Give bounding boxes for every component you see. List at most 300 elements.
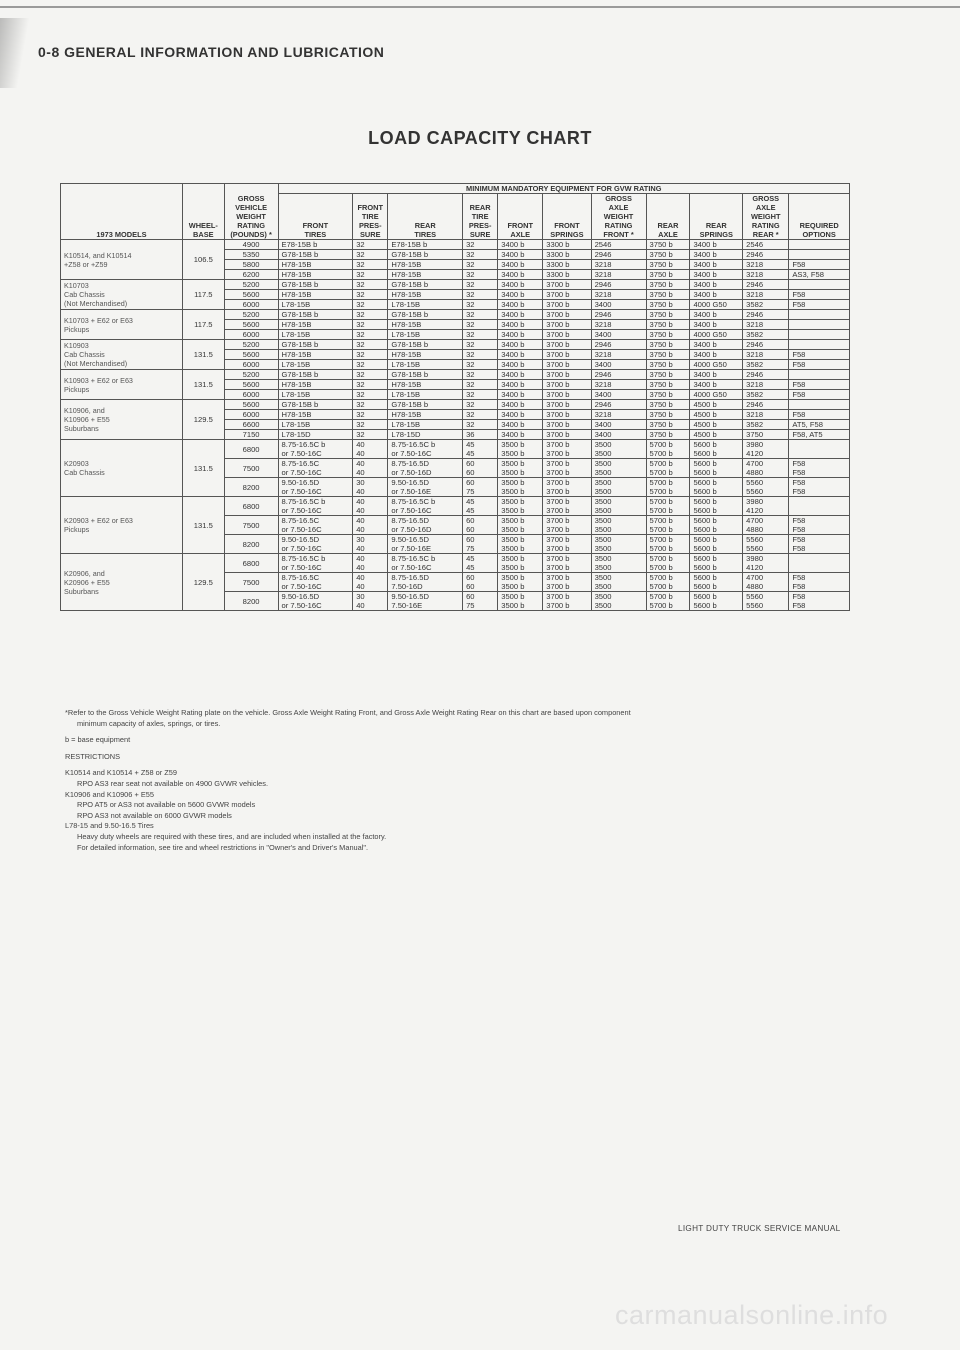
- rear-tire-pressure-value: 32: [466, 240, 475, 249]
- cell-front-tires: [278, 410, 353, 420]
- cell-gawr-rear: [743, 400, 789, 410]
- cell-gawr-rear: [743, 440, 789, 459]
- rear-tires-value: G78-15B b: [391, 340, 429, 349]
- front-axle-value: 3400 b: [501, 430, 525, 439]
- cell-rear-tires: [388, 300, 463, 310]
- rear-tire-pressure-value: 60: [466, 535, 475, 544]
- gawr-front-value: 3500: [594, 516, 612, 525]
- front-springs-value: 3700 b: [546, 300, 570, 309]
- top-rule: [0, 6, 960, 8]
- rear-springs-value: 5600 b: [693, 440, 717, 449]
- cell-front-tires: [278, 430, 353, 440]
- cell-front-tire-pressure: [353, 350, 388, 360]
- cell-wheelbase: 129.5: [182, 400, 224, 440]
- group-header-minimum-equipment: MINIMUM MANDATORY EQUIPMENT FOR GVW RATING: [278, 184, 850, 194]
- front-axle-value: 3400 b: [501, 380, 525, 389]
- cell-rear-springs: [690, 280, 743, 290]
- cell-rear-tires: [388, 350, 463, 360]
- front-tire-pressure-value: 32: [356, 330, 365, 339]
- gawr-front-value: 3500: [594, 592, 612, 601]
- rear-springs-value: 3400 b: [693, 350, 717, 359]
- cell-front-springs: [543, 478, 591, 497]
- rear-tire-pressure-value: 36: [466, 430, 475, 439]
- rear-springs-value: 4500 b: [693, 410, 717, 419]
- cell-required-options: [789, 535, 850, 554]
- cell-rear-springs: [690, 554, 743, 573]
- model-name-line: Cab Chassis: [64, 468, 105, 477]
- cell-required-options: [789, 250, 850, 260]
- gawr-front-value: 3500: [594, 487, 612, 496]
- cell-rear-axle: [646, 270, 690, 280]
- required-options-value: F58: [792, 478, 806, 487]
- gawr-front-value: 3500: [594, 506, 612, 515]
- cell-front-axle: [498, 360, 543, 370]
- cell-front-tire-pressure: [353, 535, 388, 554]
- cell-required-options: [789, 478, 850, 497]
- rear-springs-value: 4500 b: [693, 420, 717, 429]
- cell-rear-tires: [388, 360, 463, 370]
- cell-front-axle: [498, 535, 543, 554]
- cell-front-axle: [498, 330, 543, 340]
- col-wheelbase: WHEEL- BASE: [182, 184, 224, 240]
- cell-rear-tire-pressure: [463, 360, 498, 370]
- front-tires-value: or 7.50-16C: [281, 525, 322, 534]
- front-axle-value: 3400 b: [501, 260, 525, 269]
- cell-front-axle: [498, 410, 543, 420]
- gawr-rear-value: 2946: [746, 310, 764, 319]
- cell-rear-tires: [388, 459, 463, 478]
- rear-axle-value: 5700 b: [649, 497, 673, 506]
- rear-tire-pressure-value: 60: [466, 468, 475, 477]
- cell-gawr-front: [591, 340, 646, 350]
- rear-axle-value: 3750 b: [649, 240, 673, 249]
- col-rear-axle: REAR AXLE: [646, 194, 690, 240]
- cell-rear-tire-pressure: [463, 310, 498, 320]
- cell-rear-tires: [388, 270, 463, 280]
- cell-model: [61, 240, 183, 280]
- cell-required-options: [789, 300, 850, 310]
- rear-tires-value: H78-15B: [391, 290, 422, 299]
- cell-gawr-rear: [743, 430, 789, 440]
- rear-tires-value: G78-15B b: [391, 310, 429, 319]
- cell-front-springs: [543, 420, 591, 430]
- rear-axle-value: 5700 b: [649, 440, 673, 449]
- cell-rear-tire-pressure: [463, 250, 498, 260]
- rear-tire-pressure-value: 32: [466, 390, 475, 399]
- cell-front-tires: [278, 370, 353, 380]
- model-name-line: K10903 + E62 or E63: [64, 375, 133, 385]
- front-axle-value: 3500 b: [501, 468, 525, 477]
- rear-axle-value: 3750 b: [649, 270, 673, 279]
- cell-gvw-rating: 8200: [224, 535, 278, 554]
- cell-front-axle: [498, 370, 543, 380]
- gawr-front-value: 3218: [594, 270, 612, 279]
- rear-tires-value: L78-15B: [391, 330, 421, 339]
- cell-gawr-rear: [743, 390, 789, 400]
- rear-tire-pressure-value: 32: [466, 360, 475, 369]
- rear-tires-value: G78-15B b: [391, 250, 429, 259]
- cell-rear-tires: [388, 280, 463, 290]
- footnote-line: L78-15 and 9.50-16.5 Tires: [65, 821, 154, 831]
- cell-rear-tires: [388, 370, 463, 380]
- cell-gawr-front: [591, 300, 646, 310]
- cell-wheelbase: 117.5: [182, 310, 224, 340]
- cell-front-springs: [543, 270, 591, 280]
- cell-rear-axle: [646, 330, 690, 340]
- front-tires-value: or 7.50-16C: [281, 601, 322, 610]
- front-springs-value: 3700 b: [546, 516, 570, 525]
- front-axle-value: 3400 b: [501, 340, 525, 349]
- cell-rear-axle: [646, 390, 690, 400]
- cell-gawr-front: [591, 420, 646, 430]
- rear-axle-value: 3750 b: [649, 250, 673, 259]
- rear-tires-value: 8.75-16.5D: [391, 459, 429, 468]
- cell-front-tires: [278, 260, 353, 270]
- rear-tire-pressure-value: 75: [466, 601, 475, 610]
- cell-required-options: [789, 260, 850, 270]
- cell-front-tires: [278, 420, 353, 430]
- front-axle-value: 3400 b: [501, 390, 525, 399]
- cell-rear-tire-pressure: [463, 290, 498, 300]
- chart-footnotes: [65, 708, 865, 853]
- rear-springs-value: 5600 b: [693, 544, 717, 553]
- cell-rear-axle: [646, 380, 690, 390]
- rear-tire-pressure-value: 32: [466, 260, 475, 269]
- cell-rear-tire-pressure: [463, 573, 498, 592]
- cell-gawr-rear: [743, 340, 789, 350]
- front-springs-value: 3700 b: [546, 310, 570, 319]
- rear-springs-value: 5600 b: [693, 601, 717, 610]
- cell-gvw-rating: 8200: [224, 478, 278, 497]
- front-tires-value: G78-15B b: [281, 280, 319, 289]
- rear-axle-value: 5700 b: [649, 449, 673, 458]
- cell-gawr-rear: [743, 535, 789, 554]
- cell-rear-tires: [388, 516, 463, 535]
- gawr-rear-value: 3582: [746, 390, 764, 399]
- rear-tires-value: H78-15B: [391, 320, 422, 329]
- cell-rear-tires: [388, 554, 463, 573]
- cell-rear-tires: [388, 400, 463, 410]
- cell-required-options: [789, 430, 850, 440]
- cell-rear-tire-pressure: [463, 400, 498, 410]
- cell-gvw-rating: 6600: [224, 420, 278, 430]
- front-tires-value: H78-15B: [281, 320, 312, 329]
- cell-front-tires: [278, 497, 353, 516]
- cell-model: [61, 400, 183, 440]
- front-axle-value: 3400 b: [501, 420, 525, 429]
- gawr-rear-value: 2946: [746, 370, 764, 379]
- cell-front-tire-pressure: [353, 240, 388, 250]
- cell-rear-tire-pressure: [463, 240, 498, 250]
- front-tire-pressure-value: 32: [356, 400, 365, 409]
- gawr-rear-value: 3218: [746, 380, 764, 389]
- front-tires-value: L78-15B: [281, 330, 311, 339]
- cell-front-tire-pressure: [353, 270, 388, 280]
- rear-springs-value: 4500 b: [693, 430, 717, 439]
- cell-gvw-rating: 5600: [224, 380, 278, 390]
- front-axle-value: 3500 b: [501, 535, 525, 544]
- front-tire-pressure-value: 40: [356, 601, 365, 610]
- cell-wheelbase: 106.5: [182, 240, 224, 280]
- front-springs-value: 3700 b: [546, 497, 570, 506]
- gawr-rear-value: 5560: [746, 478, 764, 487]
- cell-gvw-rating: 6800: [224, 554, 278, 573]
- cell-front-tires: [278, 240, 353, 250]
- rear-springs-value: 5600 b: [693, 506, 717, 515]
- cell-gawr-front: [591, 516, 646, 535]
- rear-tire-pressure-value: 32: [466, 290, 475, 299]
- cell-rear-springs: [690, 410, 743, 420]
- cell-model: [61, 280, 183, 310]
- model-name-line: (Not Merchandised): [64, 299, 128, 308]
- rear-springs-value: 5600 b: [693, 582, 717, 591]
- cell-front-axle: [498, 280, 543, 290]
- front-axle-value: 3400 b: [501, 310, 525, 319]
- front-tires-value: 8.75-16.5C: [281, 459, 320, 468]
- cell-gvw-rating: 6000: [224, 390, 278, 400]
- rear-tire-pressure-value: 45: [466, 554, 475, 563]
- cell-rear-springs: [690, 340, 743, 350]
- model-name-line: K20906 + E55: [64, 577, 110, 587]
- required-options-value: F58: [792, 487, 806, 496]
- front-tires-value: 8.75-16.5C b: [281, 554, 326, 563]
- cell-rear-tire-pressure: [463, 280, 498, 290]
- cell-front-tire-pressure: [353, 459, 388, 478]
- cell-front-springs: [543, 516, 591, 535]
- cell-gawr-rear: [743, 310, 789, 320]
- cell-gvw-rating: 5600: [224, 400, 278, 410]
- rear-axle-value: 5700 b: [649, 544, 673, 553]
- rear-springs-value: 3400 b: [693, 310, 717, 319]
- front-springs-value: 3700 b: [546, 582, 570, 591]
- front-tire-pressure-value: 40: [356, 525, 365, 534]
- cell-front-tire-pressure: [353, 410, 388, 420]
- cell-rear-tire-pressure: [463, 410, 498, 420]
- rear-tires-value: G78-15B b: [391, 280, 429, 289]
- rear-tires-value: L78-15B: [391, 390, 421, 399]
- cell-front-tires: [278, 310, 353, 320]
- gawr-rear-value: 2946: [746, 340, 764, 349]
- cell-front-springs: [543, 350, 591, 360]
- cell-front-springs: [543, 340, 591, 350]
- front-tire-pressure-value: 30: [356, 535, 365, 544]
- model-name-line: K10703: [64, 281, 89, 290]
- required-options-value: F58: [792, 468, 806, 477]
- gawr-front-value: 2946: [594, 370, 612, 379]
- rear-tire-pressure-value: 32: [466, 330, 475, 339]
- cell-rear-axle: [646, 516, 690, 535]
- rear-tires-value: or 7.50-16E: [391, 544, 432, 553]
- cell-front-tire-pressure: [353, 310, 388, 320]
- front-springs-value: 3300 b: [546, 250, 570, 259]
- gawr-rear-value: 5560: [746, 487, 764, 496]
- front-tire-pressure-value: 32: [356, 380, 365, 389]
- load-capacity-table-container: [60, 183, 850, 611]
- cell-model: [61, 440, 183, 497]
- gawr-front-value: 3500: [594, 525, 612, 534]
- front-tires-value: H78-15B: [281, 260, 312, 269]
- rear-tire-pressure-value: 75: [466, 544, 475, 553]
- rear-springs-value: 5600 b: [693, 516, 717, 525]
- cell-rear-tires: [388, 240, 463, 250]
- cell-front-springs: [543, 280, 591, 290]
- cell-rear-axle: [646, 573, 690, 592]
- gawr-rear-value: 3218: [746, 320, 764, 329]
- rear-springs-value: 3400 b: [693, 320, 717, 329]
- cell-rear-tire-pressure: [463, 516, 498, 535]
- col-gawr-rear: GROSS AXLE WEIGHT RATING REAR *: [743, 194, 789, 240]
- table-row: [61, 440, 850, 459]
- footnote-line: For detailed information, see tire and wheel restrictions in "Owner's and Driver's Manual".: [77, 842, 369, 852]
- rear-tire-pressure-value: 32: [466, 410, 475, 419]
- rear-axle-value: 5700 b: [649, 554, 673, 563]
- cell-gawr-rear: [743, 497, 789, 516]
- rear-tire-pressure-value: 45: [466, 449, 475, 458]
- cell-front-tire-pressure: [353, 516, 388, 535]
- rear-springs-value: 5600 b: [693, 487, 717, 496]
- cell-rear-tires: [388, 440, 463, 459]
- gawr-front-value: 3400: [594, 420, 612, 429]
- rear-axle-value: 3750 b: [649, 330, 673, 339]
- cell-gvw-rating: 7500: [224, 516, 278, 535]
- cell-rear-springs: [690, 573, 743, 592]
- rear-axle-value: 5700 b: [649, 601, 673, 610]
- cell-front-springs: [543, 440, 591, 459]
- model-name-line: K10903: [64, 341, 89, 350]
- cell-gawr-front: [591, 459, 646, 478]
- cell-front-springs: [543, 535, 591, 554]
- cell-required-options: [789, 270, 850, 280]
- cell-rear-tires: [388, 478, 463, 497]
- cell-gawr-front: [591, 310, 646, 320]
- rear-axle-value: 5700 b: [649, 468, 673, 477]
- model-name-line: Pickups: [64, 525, 90, 534]
- front-tire-pressure-value: 32: [356, 280, 365, 289]
- front-springs-value: 3700 b: [546, 390, 570, 399]
- cell-gawr-front: [591, 370, 646, 380]
- front-tire-pressure-value: 40: [356, 582, 365, 591]
- cell-rear-tires: [388, 410, 463, 420]
- scan-edge-shadow: [0, 18, 30, 88]
- gawr-rear-value: 4880: [746, 582, 764, 591]
- front-axle-value: 3500 b: [501, 497, 525, 506]
- cell-front-springs: [543, 330, 591, 340]
- required-options-value: F58: [792, 582, 806, 591]
- cell-rear-tire-pressure: [463, 340, 498, 350]
- front-axle-value: 3500 b: [501, 582, 525, 591]
- restrictions-heading: RESTRICTIONS: [65, 751, 121, 761]
- front-tires-value: 8.75-16.5C: [281, 573, 320, 582]
- rear-axle-value: 5700 b: [649, 459, 673, 468]
- required-options-value: F58: [792, 592, 806, 601]
- cell-front-axle: [498, 554, 543, 573]
- cell-front-tire-pressure: [353, 420, 388, 430]
- cell-front-tires: [278, 554, 353, 573]
- cell-front-axle: [498, 440, 543, 459]
- gawr-rear-value: 4880: [746, 468, 764, 477]
- cell-front-axle: [498, 592, 543, 611]
- cell-gawr-rear: [743, 240, 789, 250]
- cell-gawr-front: [591, 330, 646, 340]
- required-options-value: F58: [792, 525, 806, 534]
- cell-gvw-rating: 5800: [224, 260, 278, 270]
- rear-tire-pressure-value: 45: [466, 497, 475, 506]
- cell-rear-springs: [690, 459, 743, 478]
- rear-tires-value: L78-15B: [391, 300, 421, 309]
- table-row: [61, 280, 850, 290]
- front-axle-value: 3400 b: [501, 400, 525, 409]
- cell-rear-axle: [646, 240, 690, 250]
- cell-required-options: [789, 592, 850, 611]
- cell-rear-tire-pressure: [463, 478, 498, 497]
- gawr-rear-value: 5560: [746, 601, 764, 610]
- rear-tires-value: H78-15B: [391, 380, 422, 389]
- gawr-rear-value: 2946: [746, 280, 764, 289]
- front-springs-value: 3300 b: [546, 260, 570, 269]
- rear-springs-value: 5600 b: [693, 554, 717, 563]
- rear-tires-value: 9.50-16.5D: [391, 478, 429, 487]
- front-tire-pressure-value: 30: [356, 592, 365, 601]
- cell-gawr-front: [591, 360, 646, 370]
- front-springs-value: 3700 b: [546, 506, 570, 515]
- cell-model: [61, 497, 183, 554]
- cell-front-axle: [498, 290, 543, 300]
- gawr-front-value: 3500: [594, 535, 612, 544]
- model-name-line: K10703 + E62 or E63: [64, 315, 133, 325]
- cell-front-springs: [543, 497, 591, 516]
- front-axle-value: 3500 b: [501, 478, 525, 487]
- front-springs-value: 3700 b: [546, 487, 570, 496]
- section-header: 0-8 GENERAL INFORMATION AND LUBRICATION: [38, 44, 385, 60]
- rear-axle-value: 3750 b: [649, 390, 673, 399]
- footnote-line: RPO AS3 rear seat not available on 4900 GVWR vehicles.: [77, 778, 269, 788]
- cell-gvw-rating: 7500: [224, 459, 278, 478]
- front-springs-value: 3700 b: [546, 601, 570, 610]
- front-axle-value: 3500 b: [501, 487, 525, 496]
- cell-gawr-front: [591, 440, 646, 459]
- front-axle-value: 3500 b: [501, 516, 525, 525]
- cell-front-springs: [543, 430, 591, 440]
- gawr-front-value: 3400: [594, 300, 612, 309]
- gawr-front-value: 3218: [594, 290, 612, 299]
- cell-gawr-front: [591, 592, 646, 611]
- cell-front-tires: [278, 330, 353, 340]
- cell-rear-axle: [646, 350, 690, 360]
- col-front-tires: FRONT TIRES: [278, 194, 353, 240]
- cell-rear-axle: [646, 280, 690, 290]
- front-tire-pressure-value: 32: [356, 360, 365, 369]
- rear-tire-pressure-value: 60: [466, 516, 475, 525]
- rear-tire-pressure-value: 32: [466, 370, 475, 379]
- cell-gvw-rating: 5200: [224, 310, 278, 320]
- model-name-line: +Z58 or +Z59: [64, 259, 108, 269]
- col-rear-tires: REAR TIRES: [388, 194, 463, 240]
- model-name-line: Cab Chassis: [64, 290, 105, 299]
- front-tire-pressure-value: 32: [356, 390, 365, 399]
- cell-front-tires: [278, 380, 353, 390]
- watermark: carmanualsonline.info: [615, 1300, 889, 1330]
- cell-front-tires: [278, 478, 353, 497]
- front-axle-value: 3500 b: [501, 459, 525, 468]
- cell-gawr-front: [591, 240, 646, 250]
- cell-rear-axle: [646, 420, 690, 430]
- cell-rear-axle: [646, 535, 690, 554]
- rear-springs-value: 3400 b: [693, 280, 717, 289]
- gawr-front-value: 3500: [594, 582, 612, 591]
- rear-springs-value: 5600 b: [693, 459, 717, 468]
- cell-rear-tire-pressure: [463, 440, 498, 459]
- front-tire-pressure-value: 32: [356, 320, 365, 329]
